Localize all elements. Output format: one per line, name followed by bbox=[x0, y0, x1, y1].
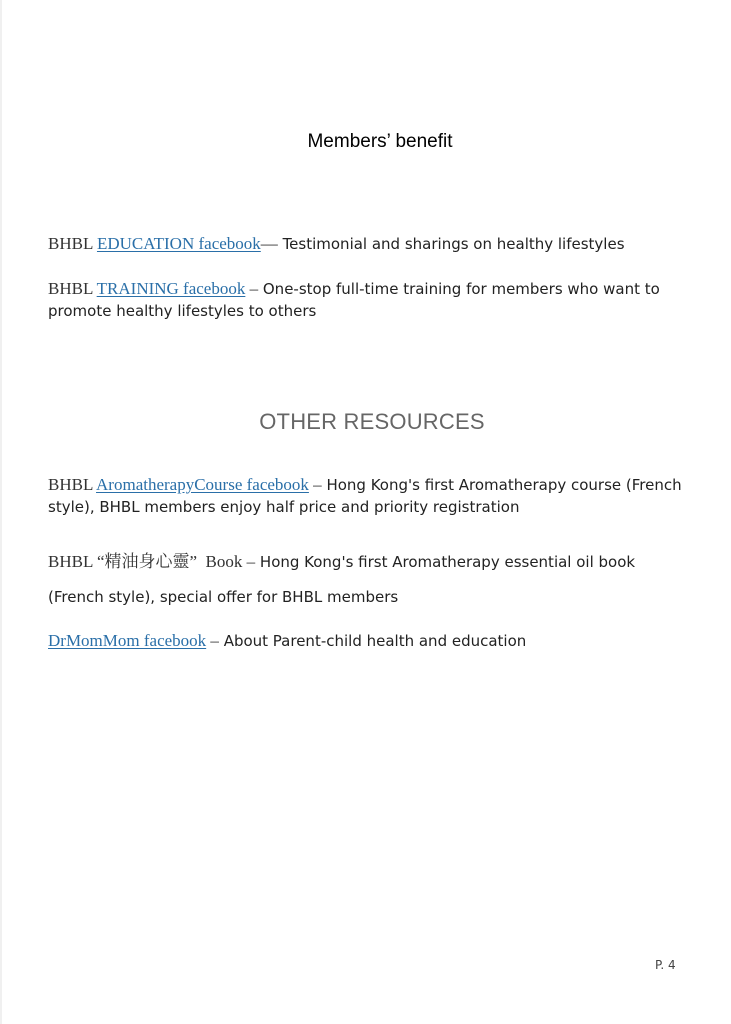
training-description: One-stop full-time training for members who want to promote healthy lifestyles to others bbox=[48, 280, 660, 320]
education-description: Testimonial and sharings on healthy lifestyles bbox=[277, 235, 625, 253]
aromatherapy-course-resource bbox=[48, 474, 708, 518]
book-resource-continued bbox=[48, 586, 708, 608]
education-prefix: BHBL bbox=[48, 234, 97, 253]
aromatherapy-prefix: BHBL bbox=[48, 475, 97, 494]
education-facebook-link[interactable]: EDUCATION facebook bbox=[96, 234, 261, 253]
aromatherapy-description: Hong Kong's first Aromatherapy course (French style), BHBL members enjoy half price and priority registration bbox=[48, 476, 682, 516]
training-benefit bbox=[48, 278, 708, 322]
training-prefix: BHBL bbox=[48, 279, 97, 298]
book-description-line2: (French style), special offer for BHBL members bbox=[48, 588, 399, 606]
drmommom-description: About Parent-child health and education bbox=[218, 632, 527, 650]
drmommom-facebook-link[interactable]: DrMomMom facebook bbox=[48, 631, 207, 650]
education-benefit bbox=[48, 233, 708, 255]
aromatherapy-separator: – bbox=[308, 475, 322, 494]
book-separator: – bbox=[242, 552, 256, 571]
book-resource bbox=[48, 551, 708, 573]
page-edge bbox=[0, 0, 2, 1024]
aromatherapy-course-facebook-link[interactable]: AromatherapyCourse facebook bbox=[96, 475, 309, 494]
training-facebook-link[interactable]: TRAINING facebook bbox=[96, 279, 246, 298]
page-title: Members’ benefit bbox=[307, 131, 453, 152]
book-description-line1: Hong Kong's first Aromatherapy essential oil book bbox=[255, 553, 636, 571]
book-prefix: BHBL “精油身心靈” Book bbox=[48, 552, 243, 571]
drmommom-separator: – bbox=[206, 631, 219, 650]
drmommom-resource bbox=[48, 630, 708, 652]
page-number: P. 4 bbox=[655, 958, 676, 972]
other-resources-heading: OTHER RESOURCES bbox=[259, 409, 485, 434]
education-separator: — bbox=[260, 234, 278, 253]
training-separator: – bbox=[245, 279, 259, 298]
